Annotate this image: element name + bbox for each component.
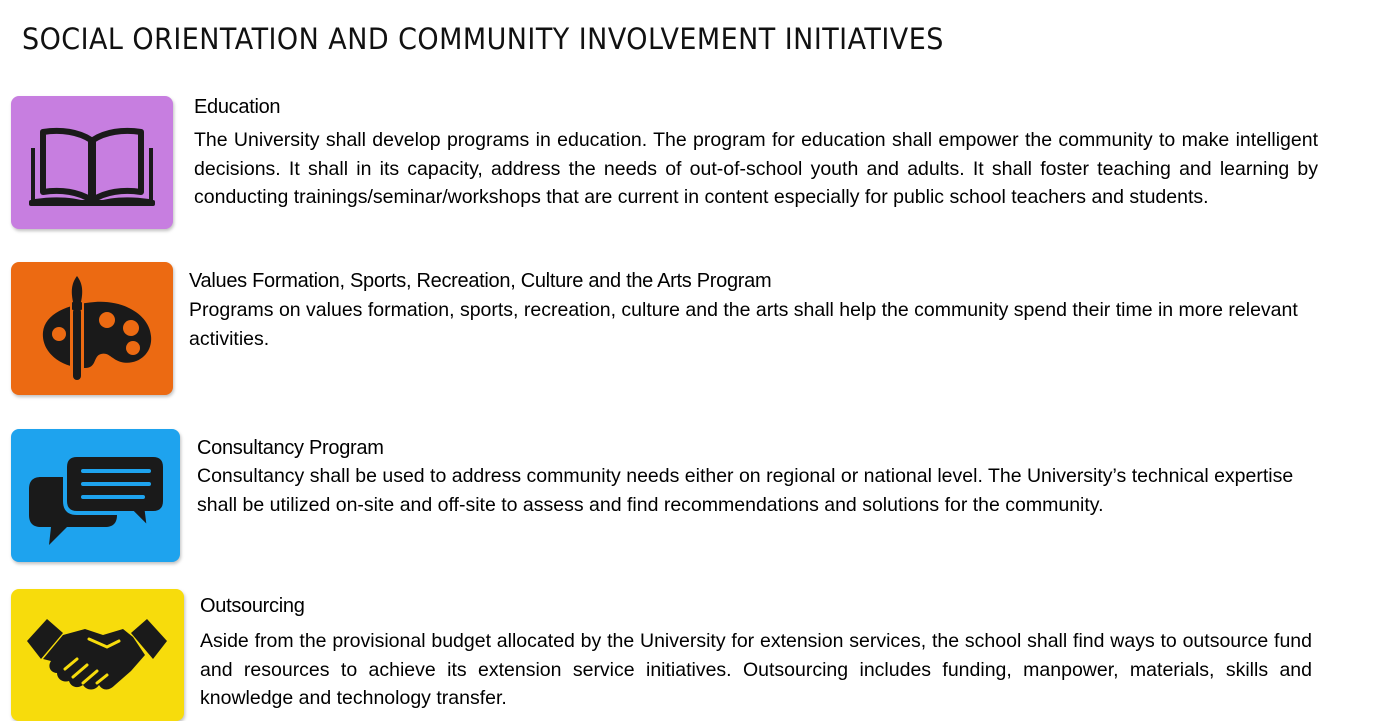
consultancy-body: Consultancy shall be used to address community needs either on regional or national level. The University’s technical expertise shall be utilized on-site and off-site to assess and find recommendations and solutions for the community. <box>197 465 1294 516</box>
page-title: SOCIAL ORIENTATION AND COMMUNITY INVOLVEMENT INITIATIVES <box>22 22 944 56</box>
paint-palette-icon <box>11 262 173 395</box>
values-formation-title: Values Formation, Sports, Recreation, Culture and the Arts Program <box>189 270 772 292</box>
consultancy-title: Consultancy Program <box>197 437 384 459</box>
handshake-icon <box>11 589 184 721</box>
consultancy-tile <box>11 429 180 562</box>
outsourcing-title: Outsourcing <box>200 595 305 617</box>
outsourcing-tile <box>11 589 184 721</box>
outsourcing-body: Aside from the provisional budget allocated by the University for extension services, the school shall find ways to outsource fund and resources to achieve its extension service initiatives. Outsourcing includes funding, manpower, materials, skills and knowledge and technology transfer. <box>200 630 1312 709</box>
education-tile <box>11 96 173 229</box>
education-title: Education <box>194 96 281 118</box>
values-formation-body: Programs on values formation, sports, recreation, culture and the arts shall help the community spend their time in more relevant activities. <box>189 299 1298 350</box>
education-body: The University shall develop programs in education. The program for education shall empower the community to make intelligent decisions. It shall in its capacity, address the needs of out-of-school youth and adults. It shall foster teaching and learning by conducting trainings/seminar/workshops that are current in content especially for public school teachers and students. <box>194 129 1318 208</box>
chat-bubbles-icon <box>11 429 180 562</box>
values-formation-tile <box>11 262 173 395</box>
open-book-icon <box>11 96 173 229</box>
